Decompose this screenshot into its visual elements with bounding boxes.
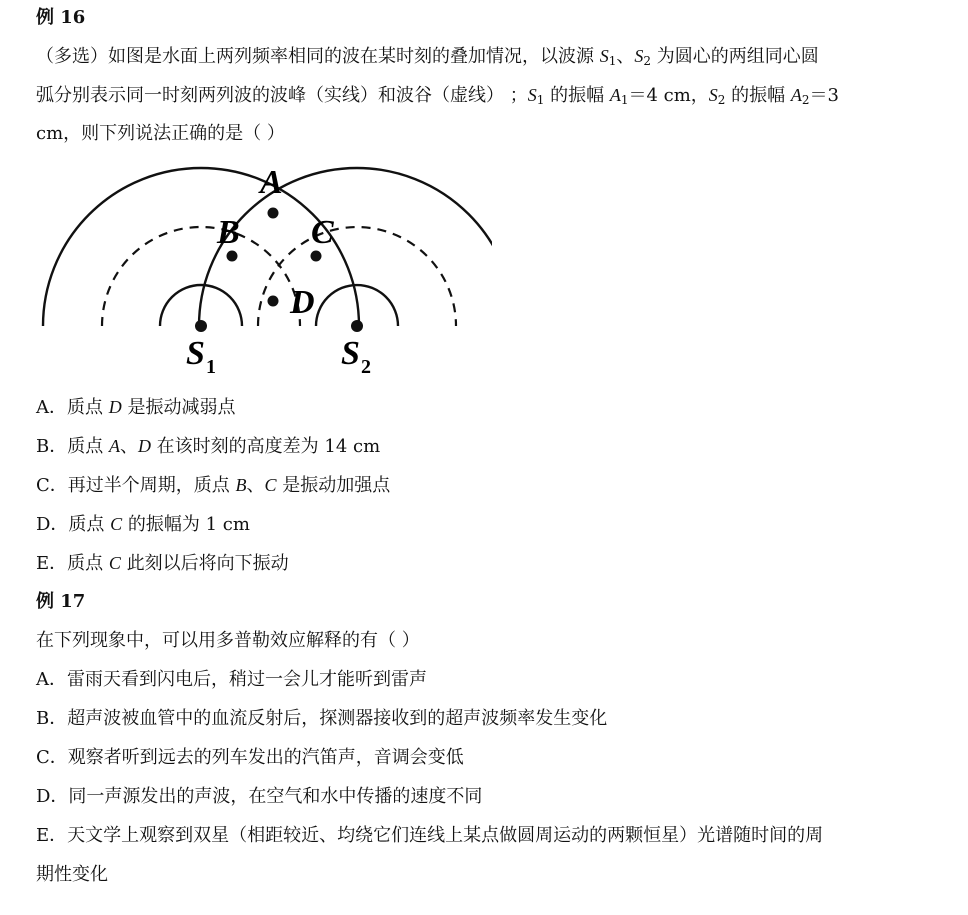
ex17-option-d: D．同一声源发出的声波，在空气和水中传播的速度不同	[36, 786, 483, 807]
label-a: A	[260, 165, 283, 201]
example-16-title: 例 16	[36, 7, 86, 28]
ex16-question-line-3: cm，则下列说法正确的是（ ）	[36, 123, 285, 144]
ex17-option-e: E．天文学上观察到双星（相距较近、均绕它们连线上某点做圆周运动的两颗恒星）光谱随时间的周	[36, 825, 824, 846]
source-s2-dot	[351, 320, 363, 332]
wave-interference-figure	[36, 165, 506, 380]
point-b-dot	[227, 251, 238, 262]
ex16-option-e: E．质点 C 此刻以后将向下振动	[36, 553, 289, 574]
label-s1-sub: 1	[206, 356, 216, 378]
point-a-dot	[268, 208, 279, 219]
ex17-option-c: C．观察者听到远去的列车发出的汽笛声，音调会变低	[36, 747, 464, 768]
ex16-question-line-1: （多选）如图是水面上两列频率相同的波在某时刻的叠加情况，以波源 $S_1$、$S_2$ 为圆心的两组同心圆	[36, 46, 819, 68]
ex16-option-a: A．质点 D 是振动减弱点	[36, 397, 236, 418]
ex17-option-b: B．超声波被血管中的血流反射后，探测器接收到的超声波频率发生变化	[36, 708, 608, 729]
ex16-option-b: B．质点 A、D 在该时刻的高度差为 14 cm	[36, 436, 381, 457]
ex17-option-a: A．雷雨天看到闪电后，稍过一会儿才能听到雷声	[36, 669, 427, 690]
ex17-question: 在下列现象中，可以用多普勒效应解释的有（ ）	[36, 630, 420, 651]
source-s1-dot	[195, 320, 207, 332]
label-b: B	[217, 214, 240, 251]
s2-outer-crest-arc	[199, 168, 506, 326]
label-d: D	[290, 284, 315, 321]
ex16-option-c: C．再过半个周期，质点 B、C 是振动加强点	[36, 475, 391, 496]
label-c: C	[311, 214, 334, 251]
point-c-dot	[311, 251, 322, 262]
ex16-option-d: D．质点 C 的振幅为 1 cm	[36, 514, 250, 535]
label-s2-sub: 2	[361, 356, 371, 378]
example-17-title: 例 17	[36, 591, 86, 612]
label-s2: S	[341, 335, 360, 372]
ex17-option-e-continued: 期性变化	[36, 864, 108, 885]
label-s1: S	[186, 335, 205, 372]
ex16-question-line-2: 弧分别表示同一时刻两列波的波峰（实线）和波谷（虚线） ；$S_1$ 的振幅 $A_1=4$ cm，$S_2$ 的振幅 $A_2=3$	[36, 85, 839, 107]
point-d-dot	[268, 296, 279, 307]
